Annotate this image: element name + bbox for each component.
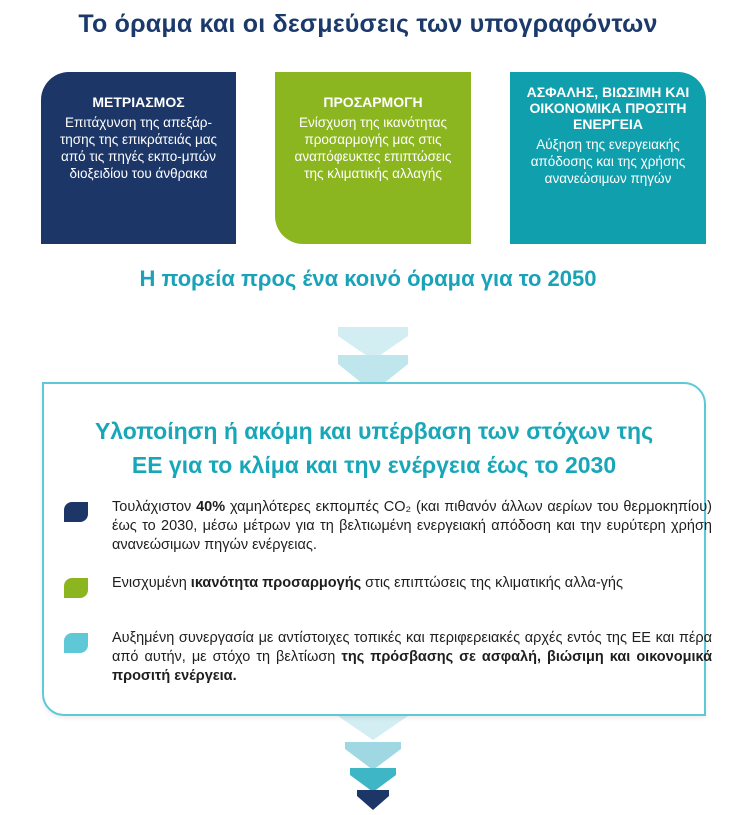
card-heading: ΜΕΤΡΙΑΣΜΟΣ: [92, 94, 185, 110]
panel-title: Υλοποίηση ή ακόμη και υπέρβαση των στόχων της ΕΕ για το κλίμα και την ενέργεια έως το 2030: [94, 418, 654, 478]
page-title: Το όραμα και οι δεσμεύσεις των υπογραφόντων: [78, 10, 658, 38]
card-heading: ΑΣΦΑΛΗΣ, ΒΙΩΣΙΜΗ ΚΑΙ ΟΙΚΟΝΟΜΙΚΑ ΠΡΟΣΙΤΗ ΕΝΕΡΓΕΙΑ: [526, 84, 690, 132]
bullet-icon: [64, 633, 88, 653]
chevron-down-icon: [357, 790, 389, 810]
card-body: Ενίσχυση της ικανότητας προσαρμογής μας στις αναπόφευκτες επιπτώσεις της κλιματικής αλλαγής: [294, 115, 452, 181]
card-heading: ΠΡΟΣΑΡΜΟΓΗ: [323, 94, 423, 110]
subtitle: Η πορεία προς ένα κοινό όραμα για το 2050: [139, 266, 597, 291]
chevron-down-icon: [345, 742, 401, 770]
targets-panel: Υλοποίηση ή ακόμη και υπέρβαση των στόχων της ΕΕ για το κλίμα και την ενέργεια έως το 2030 Τουλάχιστον 40% χαμηλότερες εκπομπές CO₂ (και πιθανόν άλλων αερίων του θερμοκηπίου) έως το 2030, μέσω μέτρων για τη βελτιωμένη ενεργειακή απόδοση και την ευρύτερη χρήση ανανεώσιμων πηγών ενέργειας. Ενισχυμένη ικανότητα προσαρμογής στις επιπτώσεις της κλιματικής αλλα-γής Αυξημένη συνεργασία με αντίστοιχες τοπικές και περιφερειακές αρχές εντός της ΕΕ και πέρα από αυτήν, με στόχο τη βελτίωση της πρόσβασης σε ασφαλή, βιώσιμη και οικονομικά προσιτή ενέργεια.: [42, 382, 706, 716]
card-body: Αύξηση της ενεργειακής απόδοσης και της χρήσης ανανεώσιμων πηγών: [530, 137, 686, 186]
chevron-down-icon: [350, 768, 396, 792]
card-body: Επιτάχυνση της απεξάρ-τησης της επικράτειάς μας από τις πηγές εκπο-μπών διοξειδίου του άνθρακα: [59, 115, 218, 181]
bullet-icon: [64, 578, 88, 598]
bullet-icon: [64, 502, 88, 522]
